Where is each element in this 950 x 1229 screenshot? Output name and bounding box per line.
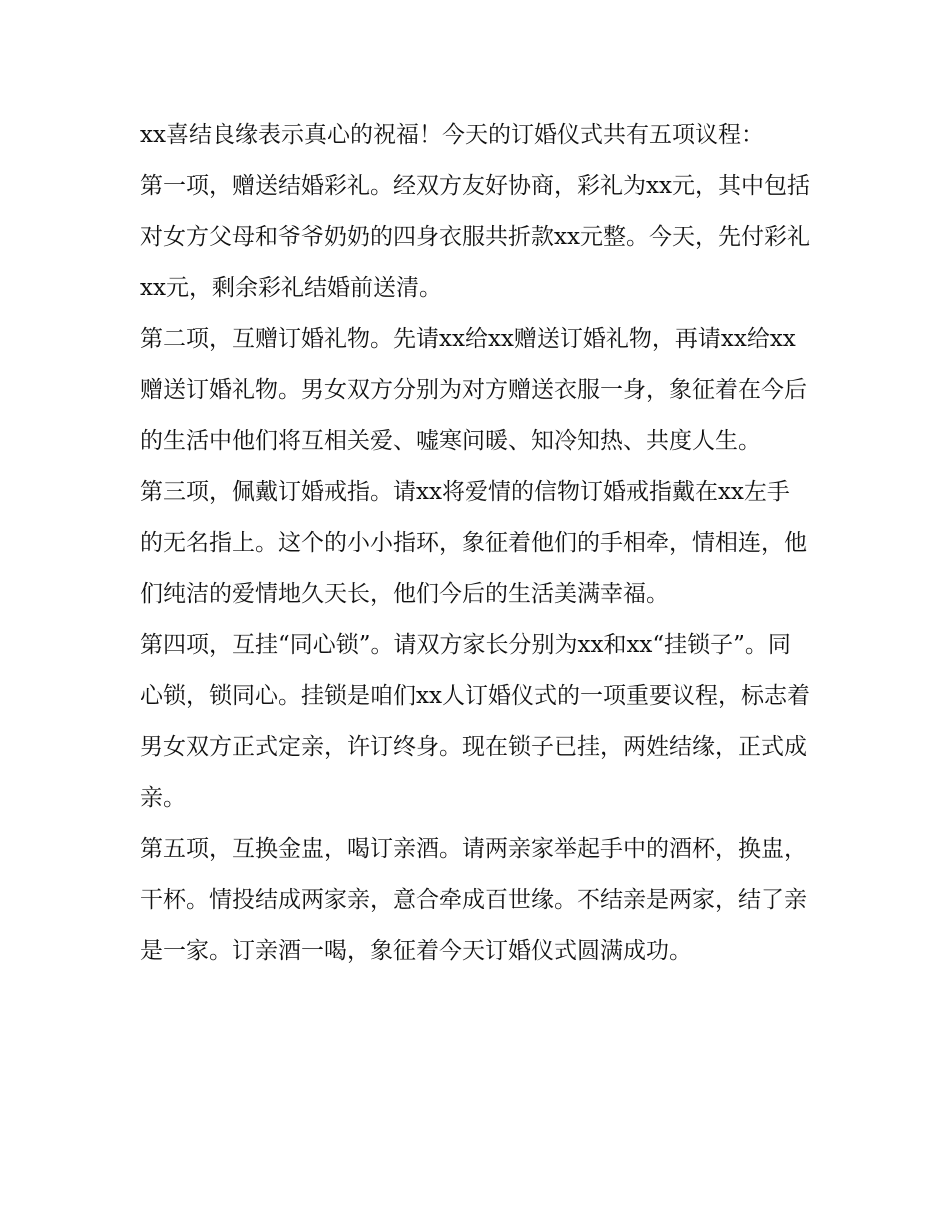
paragraph-item-2-gifts: 第二项，互赠订婚礼物。先请xx给xx赠送订婚礼物，再请xx给xx赠送订婚礼物。男女双方分别为对方赠送衣服一身，象征着在今后的生活中他们将互相关爱、嘘寒问暖、知冷知热、共度人生。 <box>140 326 807 454</box>
paragraph-item-4-lock: 第四项，互挂“同心锁”。请双方家长分别为xx和xx“挂锁子”。同心锁，锁同心。挂锁是咱们xx人订婚仪式的一项重要议程，标志着男女双方正式定亲，许订终身。现在锁子已挂，两姓结缘，正式成亲。 <box>140 632 810 811</box>
paragraph-item-3-rings: 第三项，佩戴订婚戒指。请xx将爱情的信物订婚戒指戴在xx左手的无名指上。这个的小小指环，象征着他们的手相牵，情相连，他们纯洁的爱情地久天长，他们今后的生活美满幸福。 <box>140 479 807 607</box>
paragraph-intro: xx喜结良缘表示真心的祝福！今天的订婚仪式共有五项议程： <box>140 122 764 148</box>
paragraph-item-5-toast: 第五项，互换金盅，喝订亲酒。请两亲家举起手中的酒杯，换盅，干杯。情投结成两家亲，意合牵成百世缘。不结亲是两家，结了亲是一家。订亲酒一喝，象征着今天订婚仪式圆满成功。 <box>140 836 807 964</box>
paragraph-item-1-bride-price: 第一项，赠送结婚彩礼。经双方友好协商，彩礼为xx元，其中包括对女方父母和爷爷奶奶的四身衣服共折款xx元整。今天，先付彩礼xx元，剩余彩礼结婚前送清。 <box>140 173 810 301</box>
document-body <box>140 110 812 977</box>
